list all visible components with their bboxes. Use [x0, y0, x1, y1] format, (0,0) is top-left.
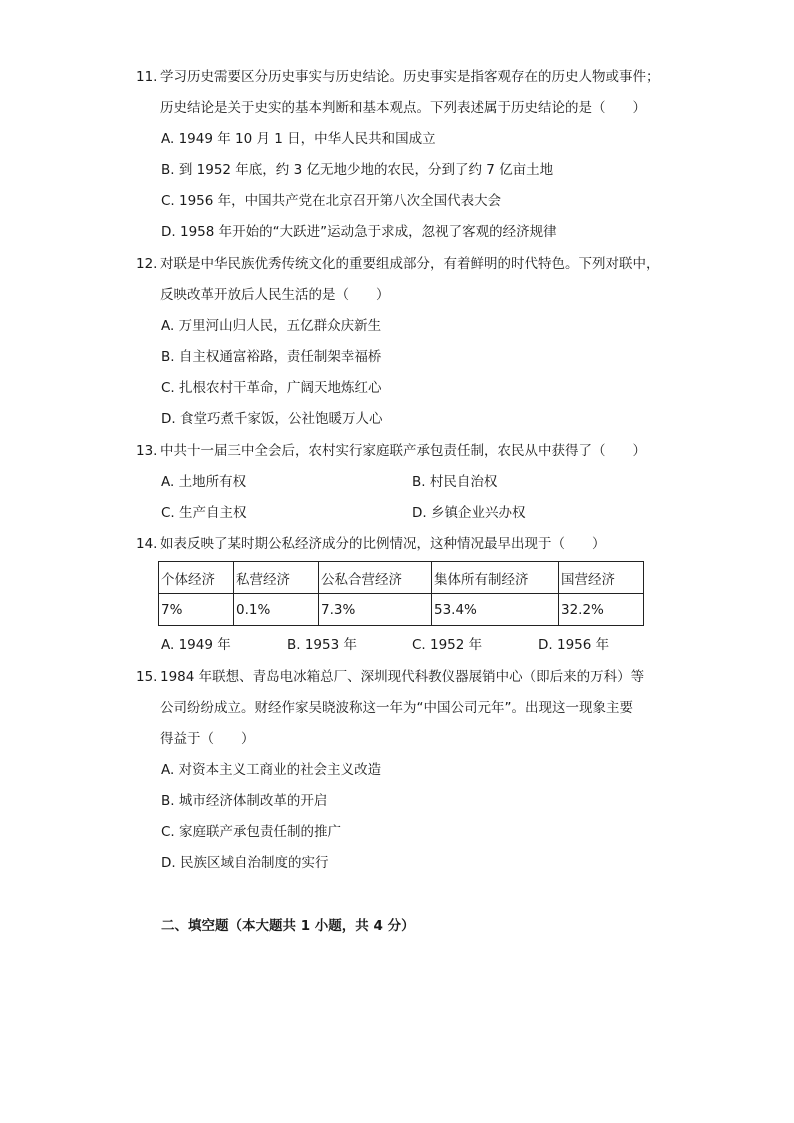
question-11-stem-line-1: 学习历史需要区分历史事实与历史结论。历史事实是指客观存在的历史人物或事件； [160, 69, 660, 85]
question-12-option-a: A. 万里河山归人民，五亿群众庆新生 [161, 318, 382, 334]
table-header-cell: 公私合营经济 [319, 562, 432, 594]
question-13-number: 13. [136, 443, 158, 459]
question-14-option-b: B. 1953 年 [287, 637, 357, 653]
question-13-option-d: D. 乡镇企业兴办权 [412, 505, 526, 521]
question-12-number: 12. [136, 256, 158, 272]
question-14-stem-line-1: 如表反映了某时期公私经济成分的比例情况，这种情况最早出现于（ ） [160, 536, 606, 552]
question-15-stem-line-3: 得益于（ ） [160, 731, 255, 747]
question-11-stem-line-2: 历史结论是关于史实的基本判断和基本观点。下列表述属于历史结论的是（ ） [160, 100, 646, 116]
question-15-option-a: A. 对资本主义工商业的社会主义改造 [161, 762, 382, 778]
table-header-cell: 国营经济 [559, 562, 644, 594]
table-cell: 32.2% [559, 594, 644, 626]
table-header-row [159, 562, 644, 594]
question-15-option-b: B. 城市经济体制改革的开启 [161, 793, 328, 809]
table-cell: 53.4% [432, 594, 559, 626]
table-row [159, 594, 644, 626]
question-13-option-c: C. 生产自主权 [161, 505, 247, 521]
question-14-option-c: C. 1952 年 [412, 637, 483, 653]
question-15-option-c: C. 家庭联产承包责任制的推广 [161, 824, 342, 840]
question-12-option-c: C. 扎根农村干革命，广阔天地炼红心 [161, 380, 382, 396]
question-13-option-b: B. 村民自治权 [412, 474, 498, 490]
question-12-stem-line-1: 对联是中华民族优秀传统文化的重要组成部分，有着鲜明的时代特色。下列对联中， [160, 256, 660, 272]
question-11-option-d: D. 1958 年开始的“大跃进”运动急于求成，忽视了客观的经济规律 [161, 224, 557, 240]
question-11-option-c: C. 1956 年，中国共产党在北京召开第八次全国代表大会 [161, 193, 502, 209]
section-heading: 二、填空题（本大题共 1 小题，共 4 分） [161, 918, 415, 934]
table-header-cell: 集体所有制经济 [432, 562, 559, 594]
question-15-stem-line-1: 1984 年联想、青岛电冰箱总厂、深圳现代科教仪器展销中心（即后来的万科）等 [160, 669, 645, 685]
question-12-option-b: B. 自主权通富裕路，责任制架幸福桥 [161, 349, 382, 365]
question-14-number: 14. [136, 536, 158, 552]
table-cell: 7% [159, 594, 234, 626]
question-11-option-b: B. 到 1952 年底，约 3 亿无地少地的农民，分到了约 7 亿亩土地 [161, 162, 554, 178]
question-13-stem-line-1: 中共十一届三中全会后，农村实行家庭联产承包责任制，农民从中获得了（ ） [160, 443, 646, 459]
question-12-option-d: D. 食堂巧煮千家饭，公社饱暖万人心 [161, 411, 383, 427]
question-15-stem-line-2: 公司纷纷成立。财经作家吴晓波称这一年为“中国公司元年”。出现这一现象主要 [160, 700, 633, 716]
question-13-option-a: A. 土地所有权 [161, 474, 247, 490]
table-cell: 7.3% [319, 594, 432, 626]
question-14-option-a: A. 1949 年 [161, 637, 231, 653]
question-11-number: 11. [136, 69, 158, 85]
question-15-option-d: D. 民族区域自治制度的实行 [161, 855, 329, 871]
economy-ratio-table [158, 561, 644, 626]
table-header-cell: 私营经济 [234, 562, 319, 594]
question-12-stem-line-2: 反映改革开放后人民生活的是（ ） [160, 287, 390, 303]
question-14-option-d: D. 1956 年 [538, 637, 610, 653]
table-header-cell: 个体经济 [159, 562, 234, 594]
question-11-option-a: A. 1949 年 10 月 1 日，中华人民共和国成立 [161, 131, 436, 147]
question-15-number: 15. [136, 669, 158, 685]
table-cell: 0.1% [234, 594, 319, 626]
